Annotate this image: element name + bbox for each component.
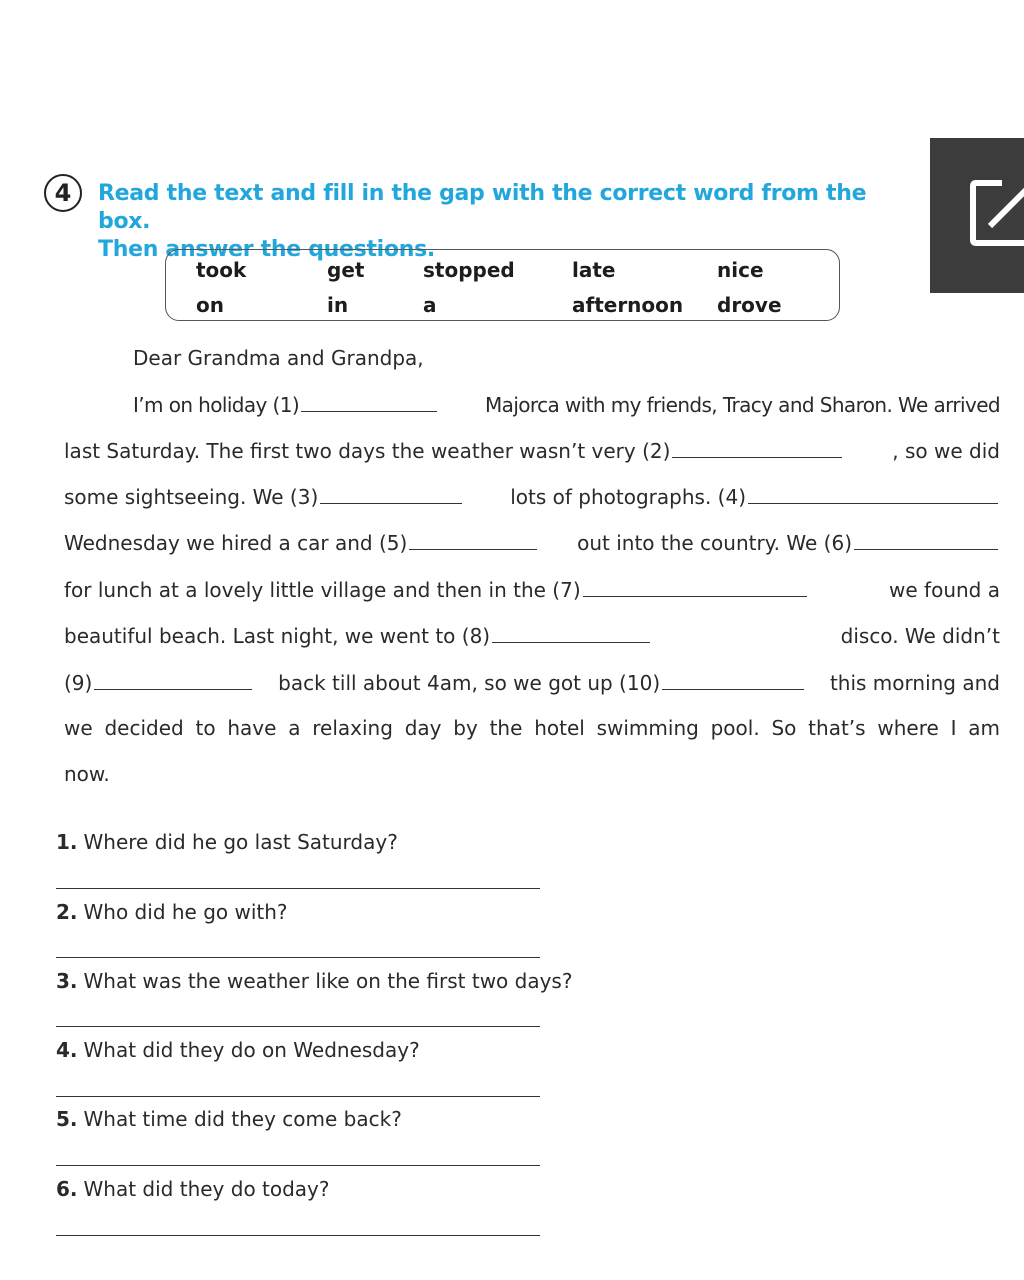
gap-4[interactable]	[748, 485, 998, 504]
letter-line-2: last Saturday. The first two days the weather wasn’t very (2) , so we did	[64, 439, 1000, 463]
answer-line-1[interactable]	[56, 888, 540, 889]
answer-line-3[interactable]	[56, 1026, 540, 1027]
letter-line-7: (9) back till about 4am, so we got up (10) this morning and	[64, 671, 1000, 695]
letter-line-8: we decided to have a relaxing day by the hotel swimming pool. So that’s where I am	[64, 716, 1000, 740]
question-2: 2. Who did he go with?	[56, 900, 288, 924]
word-box	[165, 249, 840, 321]
letter-line-9: now.	[64, 762, 110, 786]
gap-8[interactable]	[492, 624, 650, 643]
expand-button[interactable]	[930, 138, 1024, 293]
expand-icon	[970, 178, 1024, 248]
gap-1[interactable]	[301, 393, 437, 412]
word-on: on	[196, 293, 224, 317]
letter-line-6: beautiful beach. Last night, we went to (8) disco. We didn’t	[64, 624, 1000, 648]
question-5: 5. What time did they come back?	[56, 1107, 402, 1131]
question-3: 3. What was the weather like on the first two days?	[56, 969, 573, 993]
word-drove: drove	[717, 293, 782, 317]
letter-line-3: some sightseeing. We (3) lots of photographs. (4)	[64, 485, 1000, 513]
gap-5[interactable]	[409, 531, 537, 550]
letter-line-5: for lunch at a lovely little village and then in the (7) we found a	[64, 578, 1000, 602]
answer-line-2[interactable]	[56, 957, 540, 958]
gap-3[interactable]	[320, 485, 462, 504]
gap-10[interactable]	[662, 671, 804, 690]
exercise-number: 4	[44, 174, 82, 212]
word-nice: nice	[717, 258, 764, 282]
question-4: 4. What did they do on Wednesday?	[56, 1038, 420, 1062]
word-stopped: stopped	[423, 258, 515, 282]
answer-line-4[interactable]	[56, 1096, 540, 1097]
word-afternoon: afternoon	[572, 293, 684, 317]
answer-line-5[interactable]	[56, 1165, 540, 1166]
word-get: get	[327, 258, 365, 282]
gap-2[interactable]	[672, 439, 842, 458]
question-6: 6. What did they do today?	[56, 1177, 330, 1201]
instruction-line-2: Then answer the questions.	[98, 237, 435, 262]
letter-line-1: I’m on holiday (1) Majorca with my friends, Tracy and Sharon. We arrived	[133, 393, 1000, 417]
word-a: a	[423, 293, 437, 317]
gap-6[interactable]	[854, 531, 998, 550]
gap-7[interactable]	[583, 578, 807, 597]
word-late: late	[572, 258, 616, 282]
letter-greeting: Dear Grandma and Grandpa,	[133, 346, 424, 370]
instruction-line-1: Read the text and fill in the gap with the correct word from the box.	[98, 181, 867, 234]
gap-9[interactable]	[94, 671, 252, 690]
answer-line-6[interactable]	[56, 1235, 540, 1236]
word-took: took	[196, 258, 247, 282]
question-1: 1. Where did he go last Saturday?	[56, 830, 398, 854]
letter-line-4: Wednesday we hired a car and (5) out into the country. We (6)	[64, 531, 1000, 559]
word-in: in	[327, 293, 349, 317]
